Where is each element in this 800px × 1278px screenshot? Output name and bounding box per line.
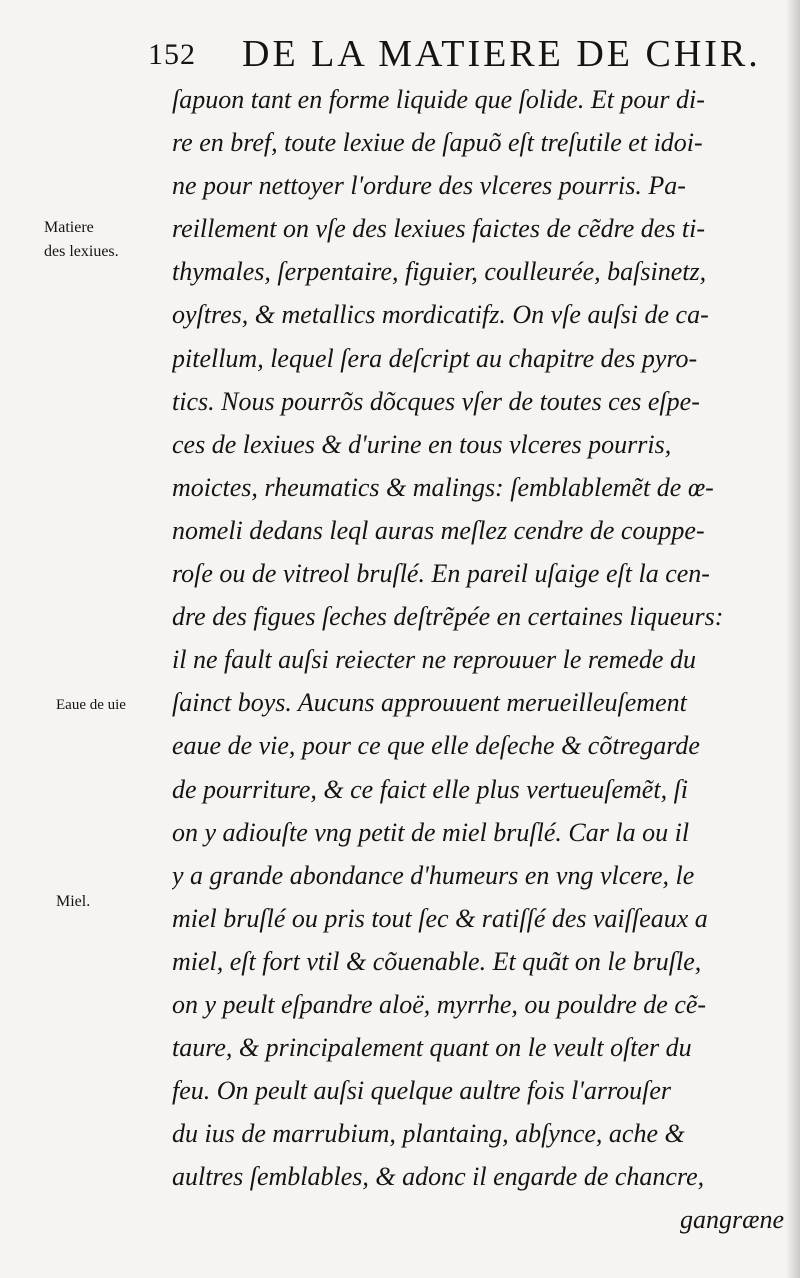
text-line: aultres ſemblables, & adonc il engarde de chancre, xyxy=(172,1162,705,1192)
margin-note-line: des lexiues. xyxy=(44,243,119,260)
text-line: feu. On peult auſsi quelque aultre fois l'arrouſer xyxy=(172,1076,672,1106)
text-line: ſapuon tant en forme liquide que ſolide. Et pour di- xyxy=(172,85,705,114)
text-line: ſainct boys. Aucuns approuuent merueilleuſement xyxy=(172,688,687,718)
text-line: il ne fault auſsi reiecter ne reprouuer le remede du xyxy=(172,645,696,675)
margin-note-line: Matiere xyxy=(44,219,94,236)
text-line: on y adiouſte vng petit de miel bruſlé. Car la ou il xyxy=(172,817,690,847)
text-line: de pourriture, & ce faict elle plus vertueuſemẽt, ſi xyxy=(172,774,689,804)
body-text xyxy=(172,78,784,1242)
text-line: moictes, rheumatics & malings: ſemblablemẽt de œ- xyxy=(172,472,714,502)
catchword: gangræne xyxy=(680,1205,784,1235)
text-line: eaue de vie, pour ce que elle deſeche & cõtregarde xyxy=(172,731,700,761)
text-line: dre des figues ſeches deſtrẽpée en certaines liqueurs: xyxy=(172,602,724,632)
text-line: ne pour nettoyer l'ordure des vlceres pourris. Pa- xyxy=(172,171,686,201)
text-line: roſe ou de vitreol bruſlé. En pareil uſaige eſt la cen- xyxy=(172,559,710,589)
margin-note-miel xyxy=(56,890,176,914)
text-line: reillement on vſe des lexiues faictes de cẽdre des ti- xyxy=(172,214,706,244)
text-line: on y peult eſpandre aloë, myrrhe, ou pouldre de cẽ- xyxy=(172,989,707,1019)
page-number: 152 xyxy=(148,38,196,71)
page-edge-shadow xyxy=(786,0,800,1278)
text-line: nomeli dedans leql auras meſlez cendre de couppe- xyxy=(172,515,705,545)
margin-note-eaue-de-vie xyxy=(56,693,176,717)
text-line: du ius de marrubium, plantaing, abſynce, ache & xyxy=(172,1119,685,1149)
text-line: thymales, ſerpentaire, figuier, coulleurée, baſsinetz, xyxy=(172,257,707,287)
text-line: ces de lexiues & d'urine en tous vlceres pourris, xyxy=(172,429,672,459)
text-line: miel bruſlé ou pris tout ſec & ratiſſé des vaiſſeaux a xyxy=(172,903,708,933)
text-line: pitellum, lequel ſera deſcript au chapitre des pyro- xyxy=(172,343,698,373)
text-line: re en bref, toute lexiue de ſapuõ eſt treſutile et idoi- xyxy=(172,128,703,158)
text-line: y a grande abondance d'humeurs en vng vlcere, le xyxy=(172,860,695,890)
margin-note-line: Eaue de uie xyxy=(56,697,126,713)
margin-note-line: Miel. xyxy=(56,893,91,910)
margin-note-lexiues xyxy=(44,216,164,264)
text-line: miel, eſt fort vtil & cõuenable. Et quãt on le bruſle, xyxy=(172,946,702,976)
text-line: taure, & principalement quant on le veult oſter du xyxy=(172,1033,692,1063)
text-line: tics. Nous pourrõs dõcques vſer de toutes ces eſpe- xyxy=(172,386,700,416)
text-line: oyſtres, & metallics mordicatifz. On vſe auſsi de ca- xyxy=(172,300,709,330)
running-title: DE LA MATIERE DE CHIR. xyxy=(242,33,761,75)
